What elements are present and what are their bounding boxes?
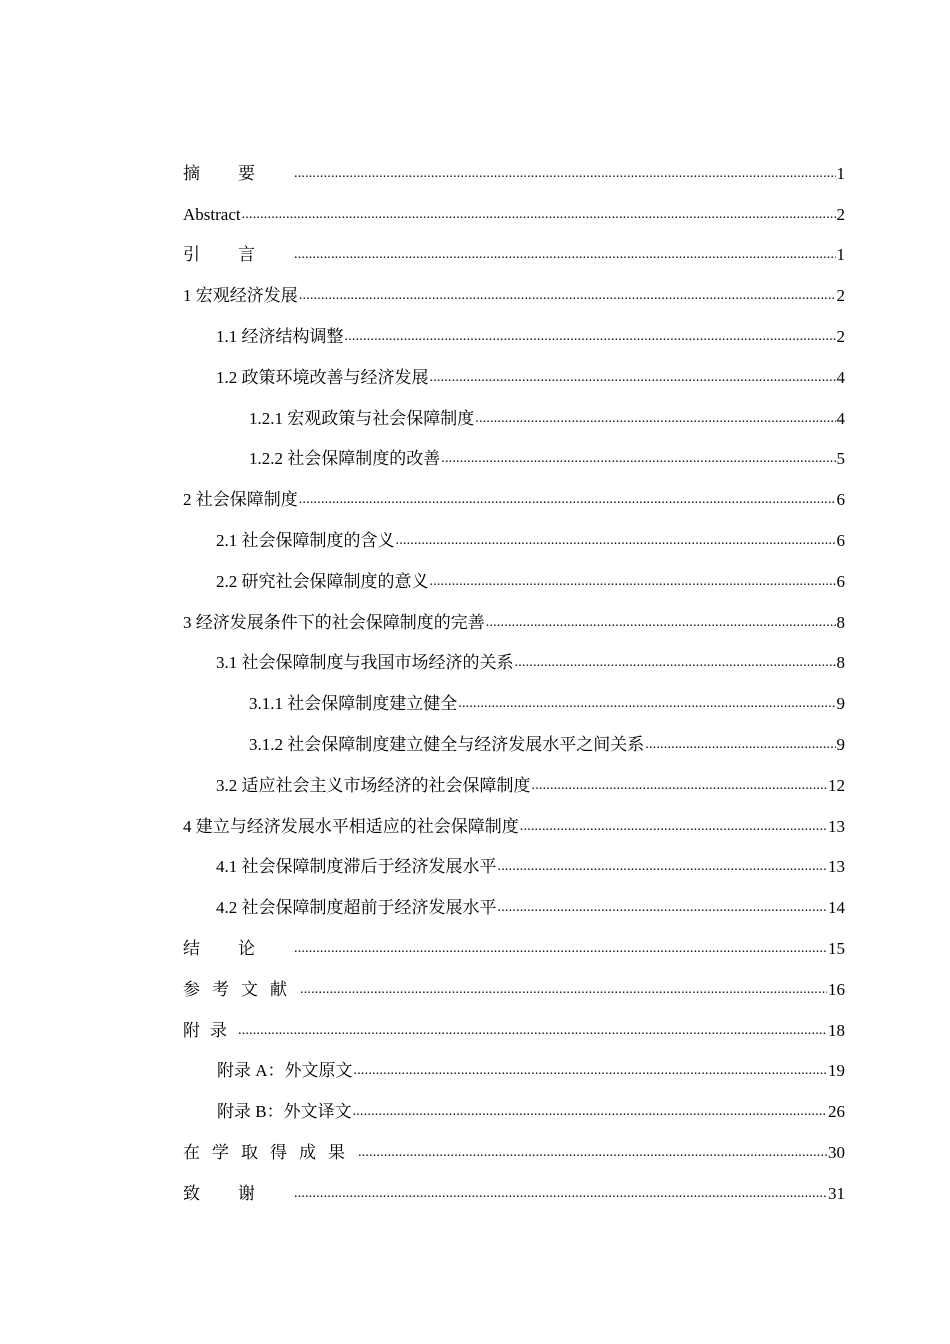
toc-entry-title: Abstract — [183, 204, 241, 224]
toc-entry-title: 致谢 — [183, 1183, 293, 1203]
toc-entry-page: 1 — [836, 163, 845, 183]
dot-leader — [345, 328, 836, 345]
toc-entry-title: 附录 A：外文原文 — [217, 1061, 353, 1081]
toc-entry-title: 在学取得成果 — [183, 1143, 357, 1163]
toc-entry-4[interactable] — [183, 275, 845, 316]
toc-entry-title: 2.2 研究社会保障制度的意义 — [216, 571, 429, 591]
dot-leader — [294, 1185, 827, 1202]
dot-leader — [498, 899, 828, 916]
toc-entry-page: 30 — [828, 1143, 845, 1163]
toc-entry-8[interactable] — [183, 439, 845, 480]
toc-entry-title: 4 建立与经济发展水平相适应的社会保障制度 — [183, 816, 519, 836]
dot-leader — [475, 410, 835, 427]
toc-entry-title: 引言 — [183, 245, 293, 265]
toc-entry-title: 2.1 社会保障制度的含义 — [216, 531, 395, 551]
toc-entry-10[interactable] — [183, 520, 845, 561]
toc-entry-page: 26 — [828, 1102, 845, 1122]
toc-entry-page: 6 — [836, 531, 845, 551]
dot-leader — [294, 940, 827, 957]
dot-leader — [486, 614, 836, 631]
toc-entry-26[interactable] — [183, 1173, 845, 1214]
dot-leader — [299, 287, 836, 304]
toc-entry-19[interactable] — [183, 887, 845, 928]
toc-entry-17[interactable] — [183, 806, 845, 847]
toc-entry-5[interactable] — [183, 316, 845, 357]
toc-entry-14[interactable] — [183, 683, 845, 724]
dot-leader — [430, 369, 836, 386]
table-of-contents — [183, 153, 845, 1214]
dot-leader — [353, 1103, 827, 1120]
toc-entry-page: 4 — [836, 408, 845, 428]
toc-entry-23[interactable] — [183, 1051, 845, 1092]
toc-entry-page: 31 — [828, 1183, 845, 1203]
toc-entry-page: 19 — [828, 1061, 845, 1081]
toc-entry-page: 16 — [828, 979, 845, 999]
dot-leader — [498, 858, 828, 875]
dot-leader — [520, 818, 827, 835]
dot-leader — [441, 450, 835, 467]
toc-entry-page: 13 — [828, 816, 845, 836]
toc-entry-7[interactable] — [183, 398, 845, 439]
toc-entry-page: 9 — [836, 694, 845, 714]
toc-entry-title: 3.1.2 社会保障制度建立健全与经济发展水平之间关系 — [249, 735, 645, 755]
toc-entry-title: 3.1.1 社会保障制度建立健全 — [249, 694, 458, 714]
dot-leader — [532, 777, 828, 794]
dot-leader — [354, 1062, 827, 1079]
toc-entry-title: 3.1 社会保障制度与我国市场经济的关系 — [216, 653, 514, 673]
dot-leader — [458, 695, 835, 712]
toc-entry-page: 9 — [836, 735, 845, 755]
toc-entry-title: 1.1 经济结构调整 — [216, 327, 344, 347]
toc-entry-page: 4 — [836, 367, 845, 387]
dot-leader — [430, 573, 836, 590]
toc-entry-16[interactable] — [183, 765, 845, 806]
toc-entry-page: 15 — [828, 939, 845, 959]
toc-entry-9[interactable] — [183, 479, 845, 520]
toc-entry-18[interactable] — [183, 847, 845, 888]
toc-entry-page: 12 — [828, 775, 845, 795]
toc-entry-page: 6 — [836, 571, 845, 591]
toc-entry-title: 4.2 社会保障制度超前于经济发展水平 — [216, 898, 497, 918]
dot-leader — [358, 1144, 827, 1161]
toc-entry-title: 2 社会保障制度 — [183, 490, 298, 510]
toc-entry-title: 附录 B：外文译文 — [217, 1102, 352, 1122]
toc-entry-6[interactable] — [183, 357, 845, 398]
toc-entry-page: 6 — [836, 490, 845, 510]
dot-leader — [396, 532, 836, 549]
toc-entry-3[interactable] — [183, 235, 845, 276]
toc-entry-page: 2 — [836, 204, 845, 224]
toc-entry-page: 2 — [836, 286, 845, 306]
toc-entry-page: 1 — [836, 245, 845, 265]
toc-entry-page: 8 — [836, 653, 845, 673]
dot-leader — [242, 206, 836, 223]
toc-entry-title: 1 宏观经济发展 — [183, 286, 298, 306]
toc-entry-title: 1.2 政策环境改善与经济发展 — [216, 367, 429, 387]
dot-leader — [515, 654, 836, 671]
toc-entry-24[interactable] — [183, 1091, 845, 1132]
toc-entry-title: 摘要 — [183, 163, 293, 183]
toc-entry-2[interactable] — [183, 194, 845, 235]
toc-entry-title: 参考文献 — [183, 979, 299, 999]
toc-entry-25[interactable] — [183, 1132, 845, 1173]
toc-entry-page: 18 — [828, 1020, 845, 1040]
toc-entry-page: 2 — [836, 327, 845, 347]
toc-entry-page: 5 — [836, 449, 845, 469]
toc-entry-page: 13 — [828, 857, 845, 877]
dot-leader — [300, 981, 827, 998]
toc-entry-title: 3 经济发展条件下的社会保障制度的完善 — [183, 612, 485, 632]
toc-entry-11[interactable] — [183, 561, 845, 602]
toc-entry-22[interactable] — [183, 1010, 845, 1051]
dot-leader — [238, 1022, 827, 1039]
toc-entry-12[interactable] — [183, 602, 845, 643]
dot-leader — [294, 165, 836, 182]
toc-entry-title: 4.1 社会保障制度滞后于经济发展水平 — [216, 857, 497, 877]
toc-entry-title: 3.2 适应社会主义市场经济的社会保障制度 — [216, 775, 531, 795]
toc-entry-title: 结论 — [183, 939, 293, 959]
toc-entry-21[interactable] — [183, 969, 845, 1010]
toc-entry-title: 1.2.1 宏观政策与社会保障制度 — [249, 408, 475, 428]
toc-entry-title: 1.2.2 社会保障制度的改善 — [249, 449, 441, 469]
dot-leader — [645, 736, 835, 753]
dot-leader — [299, 491, 836, 508]
toc-entry-page: 14 — [828, 898, 845, 918]
toc-entry-20[interactable] — [183, 928, 845, 969]
toc-entry-title: 附录 — [183, 1020, 237, 1040]
toc-entry-13[interactable] — [183, 643, 845, 684]
toc-entry-1[interactable] — [183, 153, 845, 194]
toc-entry-page: 8 — [836, 612, 845, 632]
toc-entry-15[interactable] — [183, 724, 845, 765]
dot-leader — [294, 246, 836, 263]
